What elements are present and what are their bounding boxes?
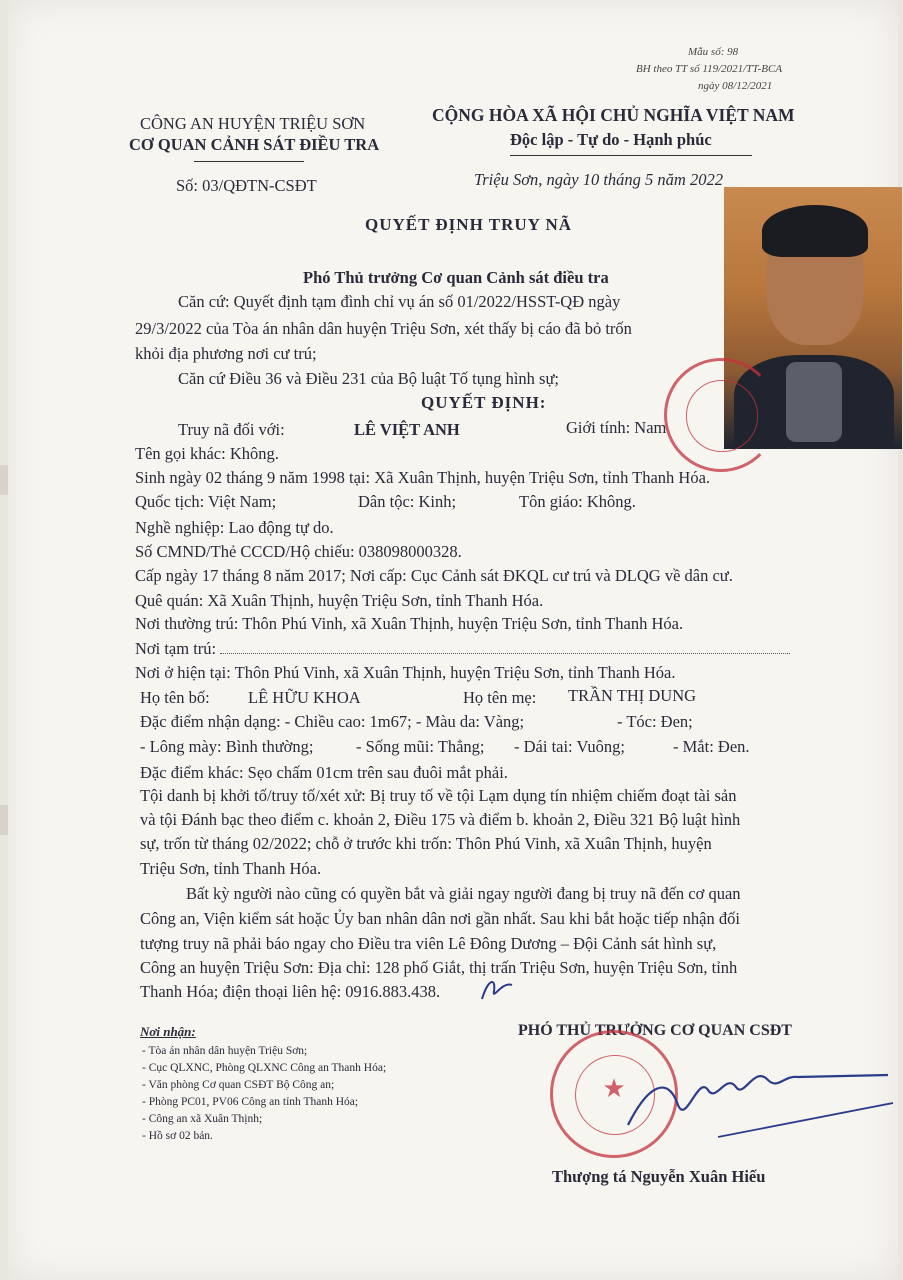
father-label: Họ tên bố: — [140, 688, 210, 707]
crime-line-1: Tội danh bị khởi tố/truy tố/xét xử: Bị truy tố về tội Lạm dụng tín nhiệm chiếm đoạt tài sản — [140, 786, 737, 805]
permanent-address: Nơi thường trú: Thôn Phú Vinh, xã Xuân Thịnh, huyện Triệu Sơn, tỉnh Thanh Hóa. — [135, 614, 684, 633]
mother-label: Họ tên mẹ: — [463, 688, 537, 707]
agency-underline — [194, 161, 304, 162]
nation-motto: Độc lập - Tự do - Hạnh phúc — [510, 130, 712, 149]
motto-underline — [510, 155, 752, 156]
document-number: Số: 03/QĐTN-CSĐT — [176, 176, 317, 195]
hometown: Quê quán: Xã Xuân Thịnh, huyện Triệu Sơn, tỉnh Thanh Hóa. — [135, 591, 544, 610]
recipient-5: - Công an xã Xuân Thịnh; — [142, 1113, 263, 1125]
star-icon: ★ — [602, 1074, 626, 1104]
basis-line-1: Căn cứ: Quyết định tạm đình chỉ vụ án số 01/2022/HSST-QĐ ngày — [178, 292, 621, 311]
features-eyes: - Mắt: Đen. — [673, 737, 750, 756]
crime-line-2: và tội Đánh bạc theo điểm c. khoản 2, Điều 175 và điểm b. khoản 2, Điều 321 Bộ luật hình — [140, 810, 741, 829]
crime-line-4: Triệu Sơn, tỉnh Thanh Hóa. — [140, 859, 322, 878]
authority: Phó Thủ trưởng Cơ quan Cảnh sát điều tra — [303, 268, 609, 287]
agency-line1: CÔNG AN HUYỆN TRIỆU SƠN — [140, 114, 366, 133]
recipient-1: - Tòa án nhân dân huyện Triệu Sơn; — [142, 1045, 308, 1057]
binding-edge-top — [0, 465, 8, 495]
notice-line-3: tượng truy nã phải báo ngay cho Điều tra viên Lê Đông Dương – Đội Cảnh sát hình sự, — [140, 934, 717, 953]
features-eyebrows: - Lông mày: Bình thường; — [140, 737, 314, 756]
recipients-heading: Nơi nhận: — [140, 1024, 196, 1039]
recipient-4: - Phòng PC01, PV06 Công an tỉnh Thanh Hóa; — [142, 1096, 359, 1108]
notice-line-2: Công an, Viện kiểm sát hoặc Ủy ban nhân dân nơi gần nhất. Sau khi bắt hoặc tiếp nhận đối — [140, 909, 740, 928]
notice-line-4: Công an huyện Triệu Sơn: Địa chỉ: 128 phố Giắt, thị trấn Triệu Sơn, huyện Triệu Sơn, tỉnh — [140, 958, 738, 977]
birth-info: Sinh ngày 02 tháng 9 năm 1998 tại: Xã Xuân Thịnh, huyện Triệu Sơn, tỉnh Thanh Hóa. — [135, 468, 711, 487]
decision-heading: QUYẾT ĐỊNH: — [421, 393, 547, 412]
document-page — [8, 0, 898, 1280]
occupation: Nghề nghiệp: Lao động tự do. — [135, 518, 334, 537]
features-nose: - Sống mũi: Thẳng; — [356, 737, 485, 756]
wanted-label: Truy nã đối với: — [178, 420, 285, 439]
recipient-3: - Văn phòng Cơ quan CSĐT Bộ Công an; — [142, 1079, 335, 1091]
mother-name: TRẦN THỊ DUNG — [568, 686, 697, 705]
form-basis: BH theo TT số 119/2021/TT-BCA — [636, 63, 783, 75]
basis-line-2: 29/3/2022 của Tòa án nhân dân huyện Triệu Sơn, xét thấy bị cáo đã bỏ trốn — [135, 319, 632, 338]
wanted-name: LÊ VIỆT ANH — [354, 420, 460, 439]
basis-line-3: khỏi địa phương nơi cư trú; — [135, 344, 317, 363]
features-hair: - Tóc: Đen; — [617, 712, 693, 731]
stamp-photo-seal — [664, 358, 778, 472]
signer-position: PHÓ THỦ TRƯỞNG CƠ QUAN CSĐT — [518, 1022, 792, 1039]
features-line1: Đặc điểm nhận dạng: - Chiều cao: 1m67; - Màu da: Vàng; — [140, 712, 525, 731]
agency-line2: CƠ QUAN CẢNH SÁT ĐIỀU TRA — [129, 135, 380, 154]
form-number: Mẫu số: 98 — [688, 46, 739, 58]
alias: Tên gọi khác: Không. — [135, 444, 279, 463]
religion: Tôn giáo: Không. — [519, 492, 636, 511]
signer-name: Thượng tá Nguyễn Xuân Hiếu — [552, 1167, 766, 1186]
place-date: Triệu Sơn, ngày 10 tháng 5 năm 2022 — [474, 170, 723, 189]
binding-edge-bottom — [0, 805, 8, 835]
wanted-gender: Giới tính: Nam — [566, 418, 667, 437]
id-number: Số CMND/Thẻ CCCD/Hộ chiếu: 038098000328. — [135, 542, 462, 561]
notice-line-1: Bất kỳ người nào cũng có quyền bắt và giải ngay người đang bị truy nã đến cơ quan — [186, 884, 741, 903]
features-other: Đặc điểm khác: Sẹo chấm 01cm trên sau đuôi mắt phải. — [140, 763, 508, 782]
basis-line-4: Căn cứ Điều 36 và Điều 231 của Bộ luật Tố tụng hình sự; — [178, 369, 559, 388]
initial-mark — [478, 975, 518, 1005]
features-ears: - Dái tai: Vuông; — [514, 737, 625, 756]
ethnicity: Dân tộc: Kinh; — [358, 492, 457, 511]
current-address: Nơi ở hiện tại: Thôn Phú Vinh, xã Xuân Thịnh, huyện Triệu Sơn, tỉnh Thanh Hóa. — [135, 663, 676, 682]
crime-line-3: sự, trốn từ tháng 02/2022; chỗ ở trước khi trốn: Thôn Phú Vinh, xã Xuân Thịnh, huyện — [140, 834, 712, 853]
form-date: ngày 08/12/2021 — [698, 80, 773, 92]
father-name: LÊ HỮU KHOA — [248, 688, 361, 707]
id-issue: Cấp ngày 17 tháng 8 năm 2017; Nơi cấp: Cục Cảnh sát ĐKQL cư trú và DLQG về dân cư. — [135, 566, 733, 585]
temporary-address: Nơi tạm trú: — [135, 639, 790, 659]
recipient-6: - Hồ sơ 02 bản. — [142, 1130, 213, 1142]
nation-line1: CỘNG HÒA XÃ HỘI CHỦ NGHĨA VIỆT NAM — [432, 105, 795, 125]
nationality: Quốc tịch: Việt Nam; — [135, 492, 277, 511]
notice-line-5: Thanh Hóa; điện thoại liên hệ: 0916.883.438. — [140, 982, 441, 1001]
recipient-2: - Cục QLXNC, Phòng QLXNC Công an Thanh Hóa; — [142, 1062, 387, 1074]
signature-mark — [608, 1045, 898, 1145]
document-title: QUYẾT ĐỊNH TRUY NÃ — [365, 215, 573, 234]
